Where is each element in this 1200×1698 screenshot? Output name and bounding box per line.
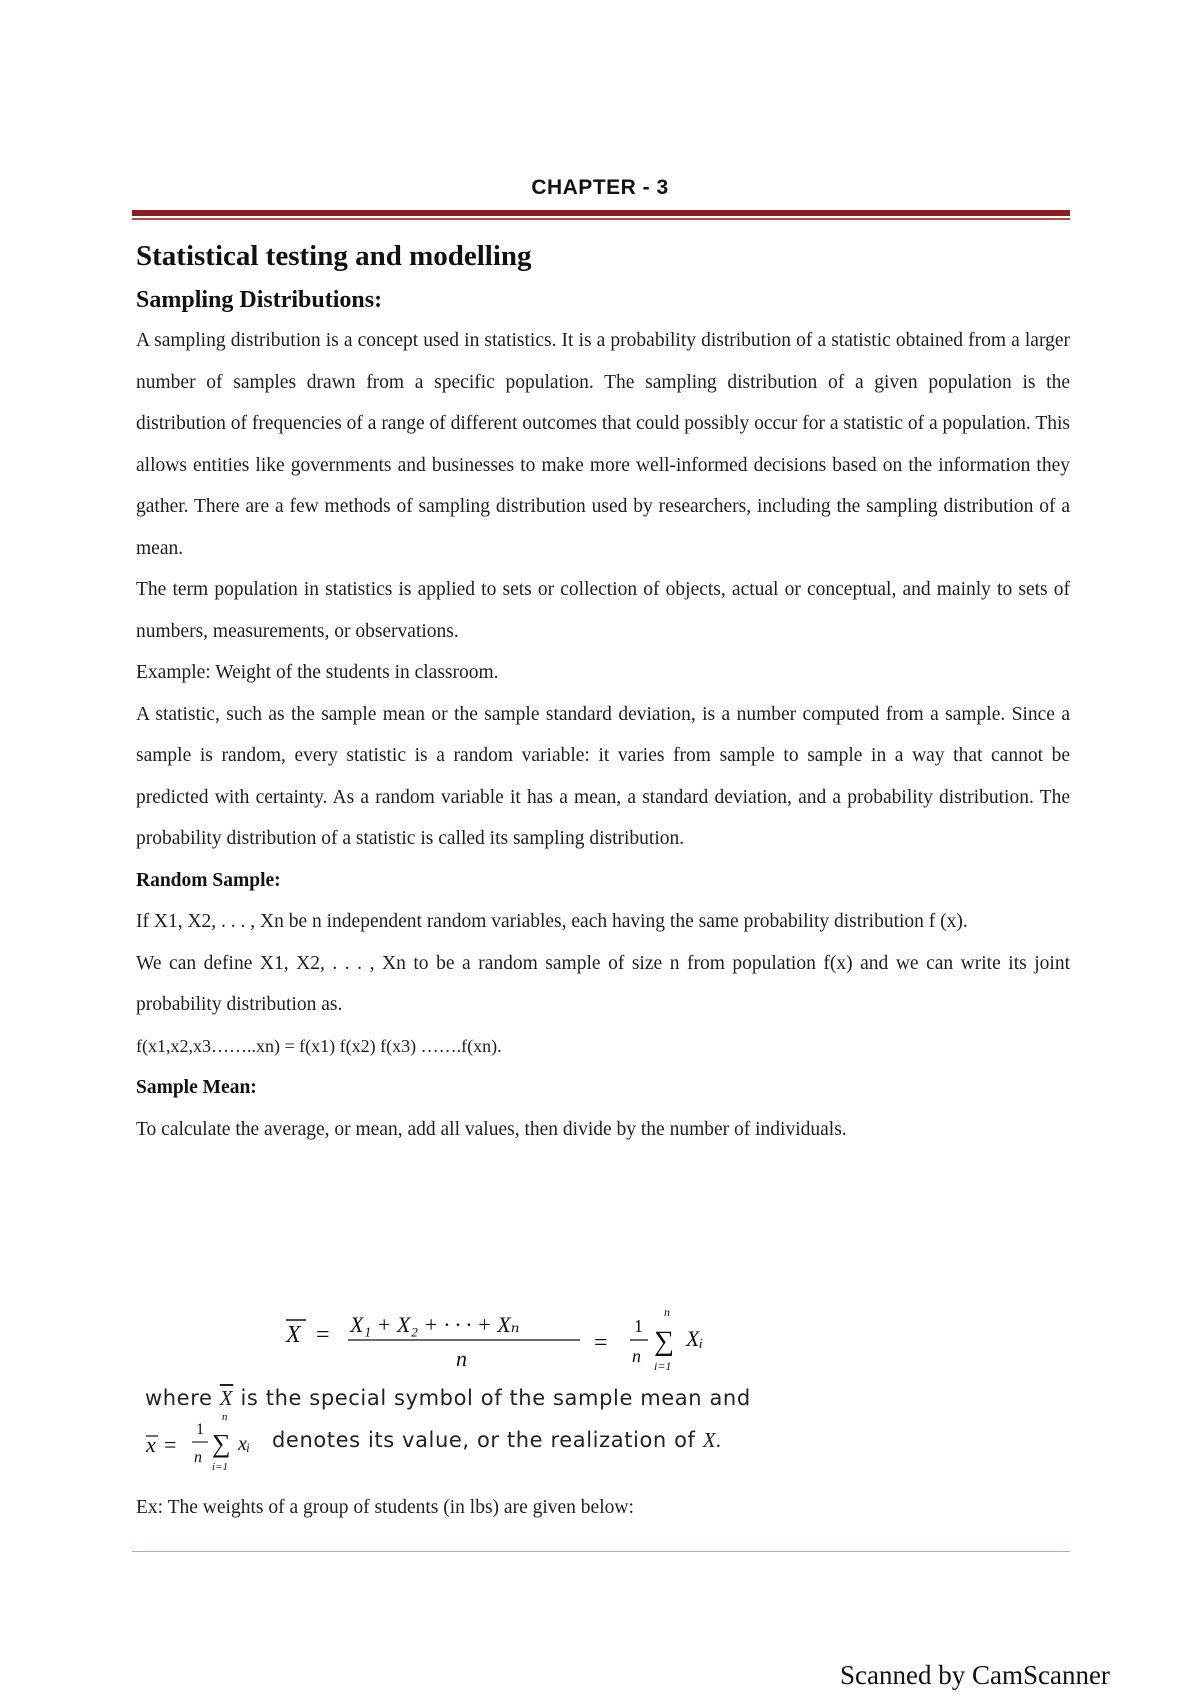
- formula-equals: =: [594, 1330, 608, 1356]
- chapter-heading: CHAPTER - 3: [531, 176, 669, 199]
- header-rule: [132, 210, 1070, 216]
- paragraph: The term population in statistics is applied to sets or collection of objects, actual or conceptual, and mainly to sets of numbers, measurements, or observations.: [136, 579, 1070, 642]
- sum-upper: n: [664, 1305, 670, 1319]
- sum-lower: i=1: [212, 1461, 228, 1472]
- paragraph: To calculate the average, or mean, add all values, then divide by the number of individuals.: [136, 1118, 847, 1140]
- formula-equals: =: [316, 1322, 330, 1348]
- sum-sign: ∑: [212, 1429, 231, 1458]
- where-line: [145, 1386, 751, 1411]
- where-text: where: [145, 1386, 213, 1410]
- section-heading-sampling: Sampling Distributions:: [136, 287, 383, 313]
- page-content: [136, 240, 1070, 1150]
- paragraph: A statistic, such as the sample mean or the sample standard deviation, is a number computed from a sample. Since a sample is random, every statistic is a random variable: it varies from sample to sample in a way that cannot be predicted with certainty. As a random variable it has a mean, a standard deviation, and a probability distribution. The probability distribution of a statistic is called its sampling distribution.: [136, 703, 1070, 849]
- section-heading-sample-mean: Sample Mean:: [136, 1077, 257, 1098]
- sum-lower: i=1: [654, 1359, 672, 1373]
- section-heading-random-sample: Random Sample:: [136, 869, 281, 891]
- denotes-line: [272, 1428, 722, 1453]
- formula-one: 1: [196, 1421, 204, 1438]
- formula-numerator: X₁ + X₂ + · · · + Xₙ: [350, 1312, 520, 1337]
- joint-distribution-formula: f(x1,x2,x3……..xn) = f(x1) f(x2) f(x3) …….f(xn).: [136, 1035, 502, 1056]
- paragraph: Example: Weight of the students in classroom.: [136, 662, 499, 683]
- denotes-text: denotes its value, or the realization of: [272, 1428, 696, 1452]
- footer-rule: [132, 1551, 1070, 1552]
- formula-xi: Xᵢ: [686, 1326, 703, 1351]
- sum-sign: ∑: [654, 1326, 674, 1357]
- header-rule-thin: [132, 218, 1070, 220]
- xbar-low: x: [146, 1432, 156, 1457]
- formula-n: n: [632, 1346, 641, 1366]
- paragraph: We can define X1, X2, . . . , Xn to be a random sample of size n from population f(x) and we can write its joint probability distribution as.: [136, 952, 1070, 1015]
- sum-upper: n: [222, 1412, 228, 1423]
- formula-equals: =: [164, 1432, 177, 1457]
- formula-denominator: n: [456, 1346, 467, 1371]
- xbar-symbol: $\overline{X}$: [219, 1386, 234, 1410]
- formula-n: n: [194, 1449, 202, 1466]
- formula-one: 1: [634, 1316, 643, 1336]
- scanner-watermark: Scanned by CamScanner: [840, 1660, 1110, 1690]
- formula-xi-low: xᵢ: [238, 1433, 251, 1455]
- example-line: Ex: The weights of a group of students (in lbs) are given below:: [136, 1497, 634, 1518]
- paragraph: A sampling distribution is a concept used in statistics. It is a probability distribution of a statistic obtained from a larger number of samples drawn from a specific population. The sampling distribution of a given population is the distribution of frequencies of a range of different outcomes that could possibly occur for a statistic of a population. This allows entities like governments and businesses to make more well-informed decisions based on the information they gather. There are a few methods of sampling distribution used by researchers, including the sampling distribution of a mean.: [136, 330, 1070, 559]
- x-symbol: X.: [702, 1428, 723, 1452]
- sample-mean-formula: [280, 1302, 740, 1376]
- paragraph: If X1, X2, . . . , Xn be n independent random variables, each having the same probability distribution f (x).: [136, 911, 968, 932]
- xbar-definition-formula: [140, 1412, 260, 1472]
- where-text-2: is the special symbol of the sample mean and: [240, 1386, 751, 1410]
- page-title: Statistical testing and modelling: [136, 240, 532, 272]
- formula-xbar: X: [286, 1322, 301, 1348]
